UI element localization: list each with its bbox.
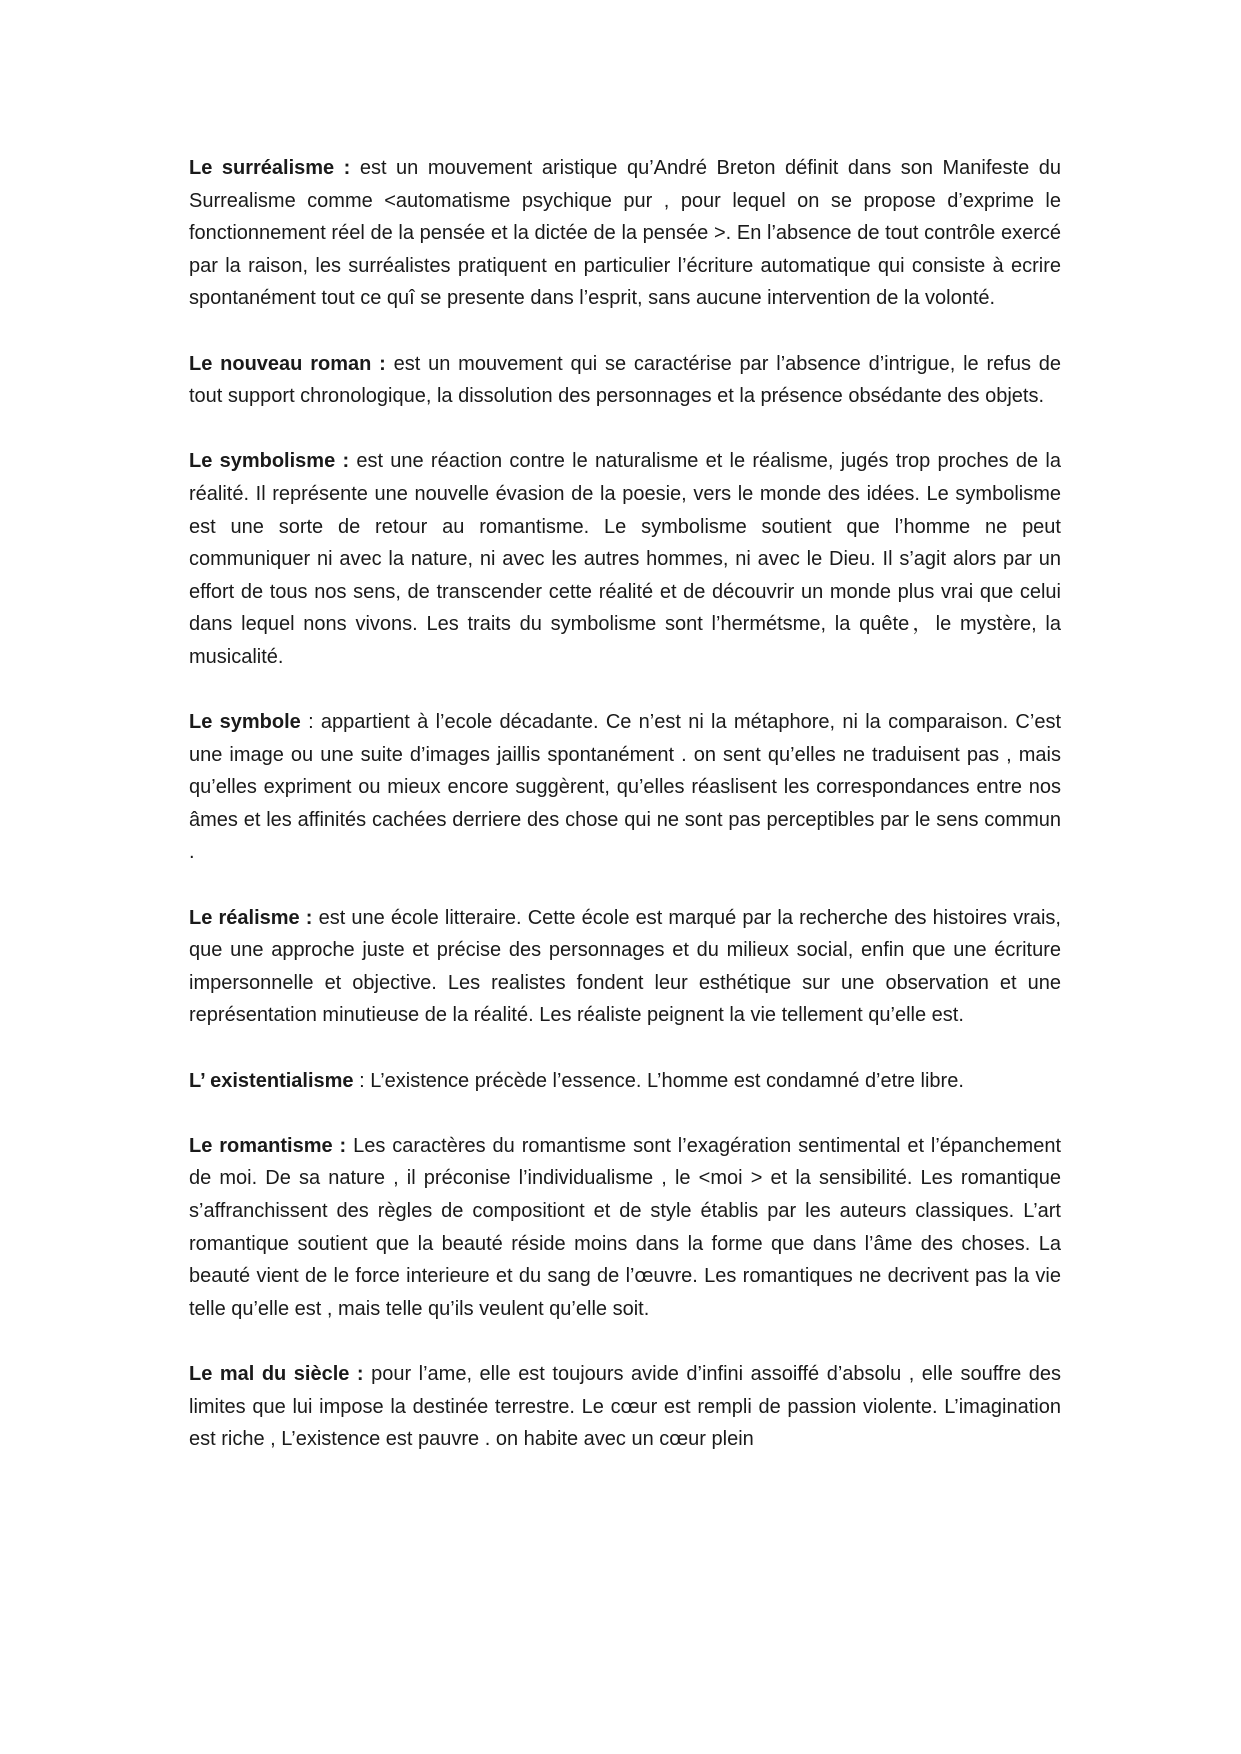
entry-text: est un mouvement qui se caractérise par l’absence d’intrigue, le refus de tout support chronologique, la dissolution des personnages et la présence obsédante des objets. bbox=[189, 352, 1062, 408]
entry-existentialisme bbox=[189, 1065, 1061, 1098]
entry-term: Le symbole bbox=[189, 711, 301, 734]
entry-term: Le romantisme : bbox=[189, 1134, 347, 1157]
entry-term: Le réalisme : bbox=[189, 906, 313, 929]
entry-term: Le nouveau roman : bbox=[189, 352, 386, 375]
entry-text: pour l’ame, elle est toujours avide d’infini assoiffé d’absolu , elle souffre des limites que lui impose la destinée terrestre. Le cœur est rempli de passion violente. L’imagination est riche , L’existence est pauvre . on habite avec un cœur plein bbox=[189, 1362, 1062, 1451]
entry-term: Le symbolisme : bbox=[189, 450, 350, 473]
document-page bbox=[189, 152, 1061, 1488]
entry-text: : L’existence précède l’essence. L’homme est condamné d’etre libre. bbox=[353, 1069, 964, 1092]
entry-text: est une école litteraire. Cette école est marqué par la recherche des histoires vrais, que une approche juste et précise des personnages et du milieux social, enfin que une écriture impersonnelle et objective. Les realistes fondent leur esthétique sur une observation et une représentation minutieuse de la réalité. Les réaliste peignent la vie tellement qu’elle est. bbox=[189, 906, 1061, 1027]
entry-text: Les caractères du romantisme sont l’exagération sentimental et l’épanchement de moi. De sa nature , il préconise l’individualisme , le <moi > et la sensibilité. Les romantique s’affranchissent des règles de compositiont et de style établis par les auteurs classiques. L’art romantique soutient que la beauté réside moins dans la forme que dans l’âme des choses. La beauté vient de le force interieure et du sang de l’œuvre. Les romantiques ne decrivent pas la vie telle qu’elle est , mais telle qu’ils veulent qu’elle soit. bbox=[189, 1134, 1061, 1320]
entry-nouveau-roman bbox=[189, 348, 1061, 413]
entry-text: est une réaction contre le naturalisme et le réalisme, jugés trop proches de la réalité. Il représente une nouvelle évasion de la poesie, vers le monde des idées. Le symbolisme est une sorte de retour au romantisme. Le symbolisme soutient que l’homme ne peut communiquer ni avec la nature, ni avec les autres hommes, ni avec le Dieu. Il s’agit alors par un effort de tous nos sens, de transcender cette réalité et de découvrir un monde plus vrai que celui dans lequel nons vivons. Les traits du symbolisme sont l’hermétsme, la quête，le mystère, la musicalité. bbox=[189, 450, 1061, 668]
entry-term: L’ existentialisme bbox=[189, 1069, 354, 1092]
entry-term: Le mal du siècle : bbox=[189, 1362, 364, 1385]
entry-symbolisme bbox=[189, 445, 1061, 673]
entry-romantisme bbox=[189, 1130, 1061, 1326]
entry-text: est un mouvement aristique qu’André Breton définit dans son Manifeste du Surrealisme comme <automatisme psychique pur , pour lequel on se propose d’exprime le fonctionnement réel de la pensée et la dictée de la pensée >. En l’absence de tout contrôle exercé par la raison, les surréalistes pratiquent en particulier l’écriture automatique qui consiste à ecrire spontanément tout ce quî se presente dans l’esprit, sans aucune intervention de la volonté. bbox=[189, 157, 1061, 310]
entry-realisme bbox=[189, 902, 1061, 1032]
entry-text: : appartient à l’ecole décadante. Ce n’est ni la métaphore, ni la comparaison. C’est une image ou une suite d’images jaillis spontanément . on sent qu’elles ne traduisent pas , mais qu’elles expriment ou mieux encore suggèrent, qu’elles réaslisent les correspondances entre nos âmes et les affinités cachées derriere des chose qui ne sont pas perceptibles par le sens commun . bbox=[189, 711, 1061, 864]
entry-mal-du-siecle bbox=[189, 1358, 1061, 1456]
entry-term: Le surréalisme : bbox=[189, 157, 351, 179]
entry-symbole bbox=[189, 706, 1061, 869]
entry-surrealisme bbox=[189, 152, 1061, 315]
